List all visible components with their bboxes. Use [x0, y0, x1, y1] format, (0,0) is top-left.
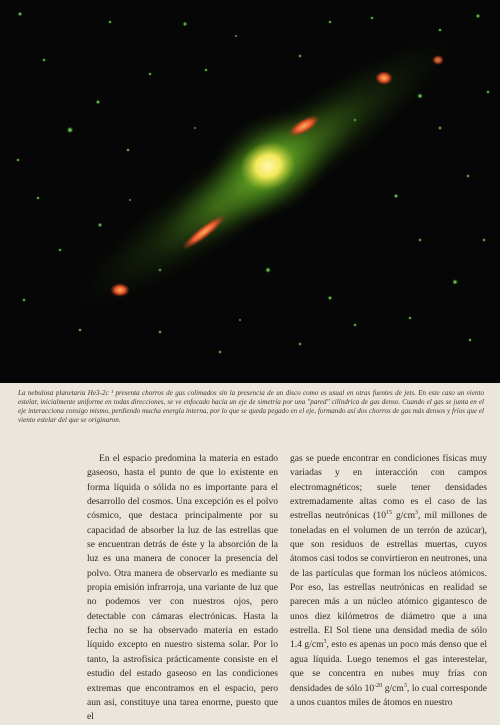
body-paragraph-left: En el espacio predomina la materia en estado gaseoso, hasta el punto de que lo existente en forma líquida o sólida no es importante para el desarrollo del cosmos. Una excepción es el polvo cósmico, que destaca principalmente por su capacidad de absorber la luz de las estrellas que se encuentran detrás de éste y la absorción de la luz es una manera de conocer la presencia del polvo. Otra manera de observarlo es mediante su propia emisión infrarroja, una variante de luz que no podemos ver con nuestros ojos, pero detectable con cámaras electrónicas. Hasta la fecha no se ha observado materia en estado líquido excepto en nuestro sistema solar. Por lo tanto, la astrofísica prácticamente consiste en el estudio del estado gaseoso en las condiciones extremas que encontramos en el espacio, pero aun así, constituye una tarea enorme, puesto que el	[87, 453, 278, 723]
body-paragraph-right: gas se puede encontrar en condiciones físicas muy variadas y en interacción con campos electromagnéticos; suele tener densidades extremadamente altas como es el caso de las estrellas neutrónicas ($10^{15}$ $g/cm^3$, mil millones de toneladas en el volumen de un terrón de azúcar), que son residuos de estrellas muertas, cuyos átomos casi todos se convirtieron en neutrones, una de las partículas que forman los núcleos atómicos. Por eso, las estrellas neutrónicas en realidad se parecen más a un núcleo atómico gigantesco de unos diez kilómetros de diámetro que a una estrella. El Sol tiene una densidad media de sólo 1.4 $g/cm^3$, esto es apenas un poco más denso que el agua líquida. Luego tenemos el gas interestelar, que se concentra en nubes muy frías con densidades de sólo $10^{-20}$ $g/cm^3$, lo cual corresponde a unos cuantos miles de átomos en nuestro	[290, 453, 487, 708]
figure-caption: La nebulosa planetaria He3-2c ¹ presenta chorros de gas colimados sin la presencia de un disco como es usual en otras fuentes de jets. En este caso un viento estelar, inicialmente uniforme en todas direcciones, se ve enfocado hacia un eje de simetría por una "pared" cilíndrica de gas denso. Cuando el gas se junta en el eje interacciona consigo mismo, perdiendo mucha energía interna, por lo que se queda pegado en el eje, formando así dos chorros de gas más densos y fríos que el viento estelar del que se originaron.	[18, 389, 484, 425]
body-column-left	[87, 452, 278, 725]
body-column-right	[290, 452, 487, 710]
